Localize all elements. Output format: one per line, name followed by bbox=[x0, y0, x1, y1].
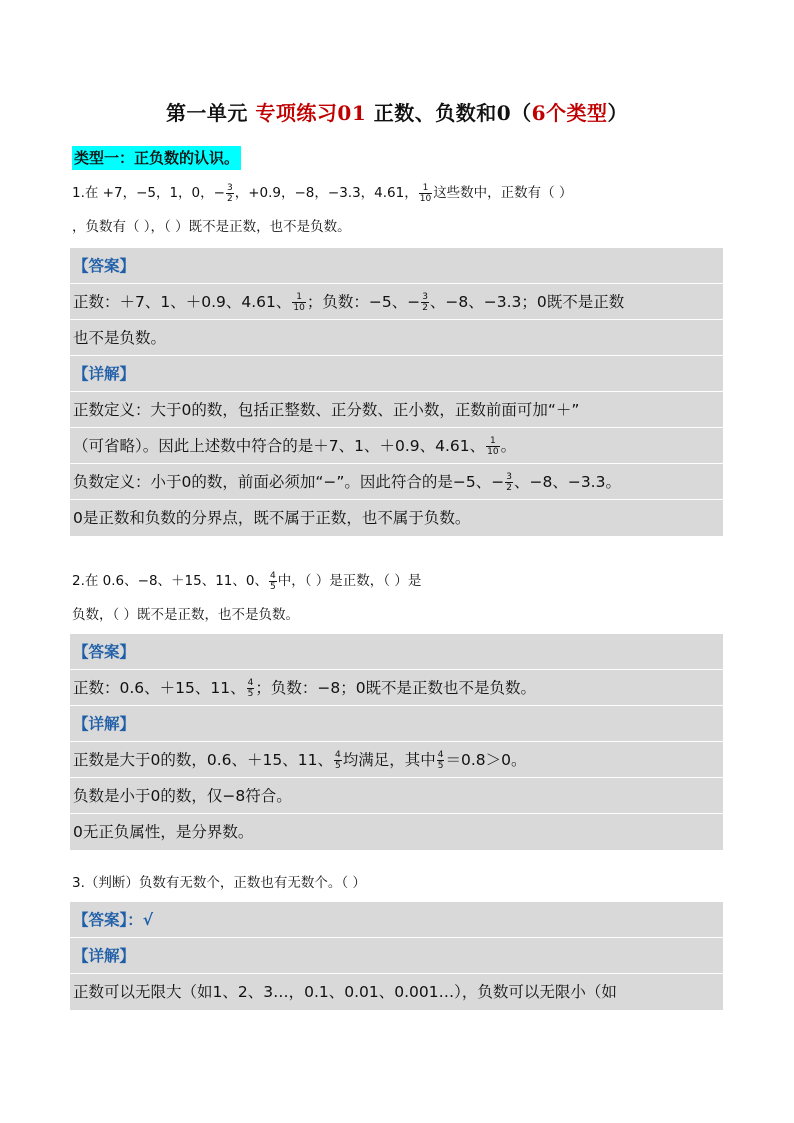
question-2-line-2: 负数，（ ）既不是正数，也不是负数。 bbox=[72, 607, 300, 623]
fraction: $\frac{3}{2}$ bbox=[506, 472, 512, 493]
detail-line: 0是正数和负数的分界点，既不属于正数，也不属于负数。 bbox=[73, 509, 471, 527]
answer-line: 正数：＋7、1、＋0.9、4.61、 $\frac{1}{10}$ ；负数：−5、− $\frac{3}{2}$ 、−8、−3.3；0既不是正数 bbox=[70, 284, 723, 320]
detail-line: 正数可以无限大（如1、2、3…，0.1、0.01、0.001…），负数可以无限小（如 bbox=[73, 983, 617, 1001]
detail-tag: 【详解】 bbox=[70, 356, 723, 392]
fraction: $\frac{3}{2}$ bbox=[226, 182, 233, 204]
fraction: $\frac{4}{5}$ bbox=[437, 750, 444, 771]
page-title: 第一单元 专项练习01 正数、负数和0（6个类型） bbox=[165, 101, 629, 125]
fraction: $\frac{1}{10}$ bbox=[293, 292, 305, 313]
answer-block-1 bbox=[70, 248, 723, 536]
type-heading: 类型一：正负数的认识。 bbox=[72, 146, 241, 170]
answer-line: 正数：0.6、＋15、11、 $\frac{4}{5}$ ；负数：−8；0既不是正数也不是负数。 bbox=[70, 670, 723, 706]
fraction: $\frac{4}{5}$ bbox=[247, 678, 254, 699]
question-1-line-1: 1.在 +7，−5，1，0，− $\frac{3}{2}$ ，+0.9，−8，−3.3，4.61， $\frac{1}{10}$ 这些数中，正数有（ ） bbox=[72, 182, 573, 204]
detail-line: 0无正负属性，是分界数。 bbox=[73, 823, 254, 841]
fraction: $\frac{3}{2}$ bbox=[422, 292, 428, 313]
detail-line: （可省略）。因此上述数中符合的是＋7、1、＋0.9、4.61、 $\frac{1}{10}$ 。 bbox=[70, 428, 723, 464]
answer-line: 也不是负数。 bbox=[70, 320, 723, 356]
answer-tag: 【答案】 bbox=[73, 911, 128, 929]
fraction: $\frac{1}{10}$ bbox=[487, 436, 499, 457]
answer-block-2 bbox=[70, 634, 723, 850]
detail-line: 正数定义：大于0的数，包括正整数、正分数、正小数，正数前面可加“＋” bbox=[70, 392, 723, 428]
detail-line: 负数是小于0的数，仅−8符合。 bbox=[70, 778, 723, 814]
detail-tag: 【详解】 bbox=[70, 706, 723, 742]
question-1-line-2: ，负数有（ ），（ ）既不是正数，也不是负数。 bbox=[72, 219, 351, 235]
detail-tag: 【详解】 bbox=[70, 938, 723, 974]
fraction: $\frac{4}{5}$ bbox=[270, 570, 276, 592]
question-2-line-1: 2.在 0.6、−8、＋15、11、0、 $\frac{4}{5}$ 中，（ ）是正数，（ ）是 bbox=[72, 570, 422, 592]
answer-value: ：√ bbox=[127, 911, 154, 929]
answer-tag: 【答案】 bbox=[70, 248, 723, 284]
detail-line: 正数是大于0的数，0.6、＋15、11、 $\frac{4}{5}$ 均满足，其中 $\frac{4}{5}$ ＝0.8＞0。 bbox=[70, 742, 723, 778]
answer-block-3 bbox=[70, 902, 723, 1010]
answer-tag: 【答案】 bbox=[70, 634, 723, 670]
fraction: $\frac{4}{5}$ bbox=[334, 750, 341, 771]
answer-line bbox=[70, 902, 723, 938]
detail-line: 负数定义：小于0的数，前面必须加“−”。因此符合的是−5、− $\frac{3}{2}$ 、−8、−3.3。 bbox=[70, 464, 723, 500]
fraction: $\frac{1}{10}$ bbox=[419, 182, 432, 204]
question-3-line-1: 3.（判断）负数有无数个，正数也有无数个。（ ） bbox=[72, 875, 366, 891]
